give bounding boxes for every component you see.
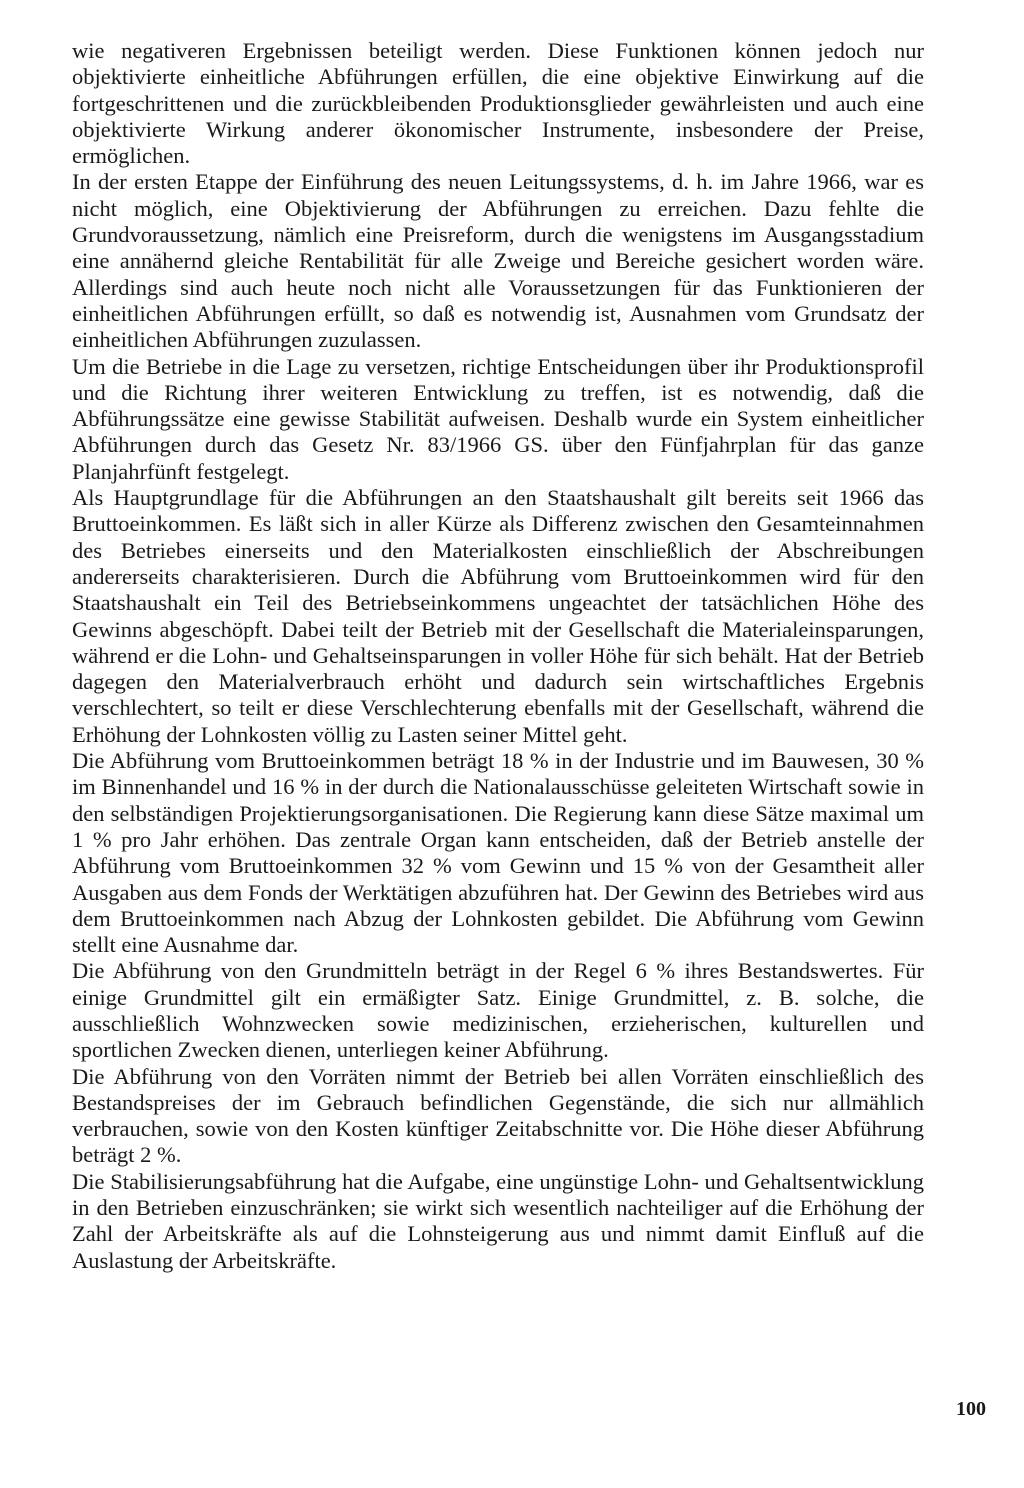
paragraph: Um die Betriebe in die Lage zu versetzen, richtige Entscheidungen über ihr Produktionsprofil und die Richtung ihrer weiteren Entwicklung zu treffen, ist es notwendig, daß die Abführungssätze eine gewisse Stabilität aufweisen. Deshalb wurde ein System einheitlicher Abführungen durch das Gesetz Nr. 83/1966 GS. über den Fünfjahrplan für das ganze Planjahrfünft festgelegt. (72, 353, 924, 484)
page-number: 100 (956, 1398, 986, 1420)
page-body (72, 38, 924, 1274)
paragraph: In der ersten Etappe der Einführung des neuen Leitungssystems, d. h. im Jahre 1966, war es nicht möglich, eine Objektivierung der Abführungen zu erreichen. Dazu fehlte die Grundvoraussetzung, nämlich eine Preisreform, durch die wenigstens im Ausgangsstadium eine annähernd gleiche Rentabilität für alle Zweige und Bereiche gesichert worden wäre. Allerdings sind auch heute noch nicht alle Voraussetzungen für das Funktionieren der einheitlichen Abführungen erfüllt, so daß es notwendig ist, Ausnahmen vom Grundsatz der einheitlichen Abführungen zuzulassen. (72, 169, 924, 353)
paragraph: Als Hauptgrundlage für die Abführungen an den Staatshaushalt gilt bereits seit 1966 das Bruttoeinkommen. Es läßt sich in aller Kürze als Differenz zwischen den Gesamteinnahmen des Betriebes einerseits und den Materialkosten einschließlich der Abschreibungen andererseits charakterisieren. Durch die Abführung vom Bruttoeinkommen wird für den Staatshaushalt ein Teil des Betriebseinkommens ungeachtet der tatsächlichen Höhe des Gewinns abgeschöpft. Dabei teilt der Betrieb mit der Gesellschaft die Materialeinsparungen, während er die Lohn- und Gehaltseinsparungen in voller Höhe für sich behält. Hat der Betrieb dagegen den Materialverbrauch erhöht und dadurch sein wirtschaftliches Ergebnis verschlechtert, so teilt er diese Verschlechterung ebenfalls mit der Gesellschaft, während die Erhöhung der Lohnkosten völlig zu Lasten seiner Mittel geht. (72, 485, 924, 747)
paragraph: wie negativeren Ergebnissen beteiligt werden. Diese Funktionen können jedoch nur objektivierte einheitliche Abführungen erfüllen, die eine objektive Einwirkung auf die fortgeschrittenen und die zurückbleibenden Produktionsglieder gewährleisten und auch eine objektivierte Wirkung anderer ökonomischer Instrumente, insbesondere der Preise, ermöglichen. (72, 38, 924, 169)
paragraph: Die Abführung vom Bruttoeinkommen beträgt 18 % in der Industrie und im Bauwesen, 30 % im Binnenhandel und 16 % in der durch die Nationalausschüsse geleiteten Wirtschaft sowie in den selbständigen Projektierungsorganisationen. Die Regierung kann diese Sätze maximal um 1 % pro Jahr erhöhen. Das zentrale Organ kann entscheiden, daß der Betrieb anstelle der Abführung vom Bruttoeinkommen 32 % vom Gewinn und 15 % von der Gesamtheit aller Ausgaben aus dem Fonds der Werktätigen abzuführen hat. Der Gewinn des Betriebes wird aus dem Bruttoeinkommen nach Abzug der Lohnkosten gebildet. Die Abführung vom Gewinn stellt eine Ausnahme dar. (72, 748, 924, 958)
paragraph: Die Abführung von den Vorräten nimmt der Betrieb bei allen Vorräten einschließlich des Bestandspreises der im Gebrauch befindlichen Gegenstände, die sich nur allmählich verbrauchen, sowie von den Kosten künftiger Zeitabschnitte vor. Die Höhe dieser Abführung beträgt 2 %. (72, 1063, 924, 1168)
paragraph: Die Stabilisierungsabführung hat die Aufgabe, eine ungünstige Lohn- und Gehaltsentwicklung in den Betrieben einzuschränken; sie wirkt sich wesentlich nachteiliger auf die Erhöhung der Zahl der Arbeitskräfte als auf die Lohnsteigerung aus und nimmt damit Einfluß auf die Auslastung der Arbeitskräfte. (72, 1168, 924, 1273)
paragraph: Die Abführung von den Grundmitteln beträgt in der Regel 6 % ihres Bestandswertes. Für einige Grundmittel gilt ein ermäßigter Satz. Einige Grundmittel, z. B. solche, die ausschließlich Wohnzwecken sowie medizinischen, erzieherischen, kulturellen und sportlichen Zwecken dienen, unterliegen keiner Abführung. (72, 958, 924, 1063)
